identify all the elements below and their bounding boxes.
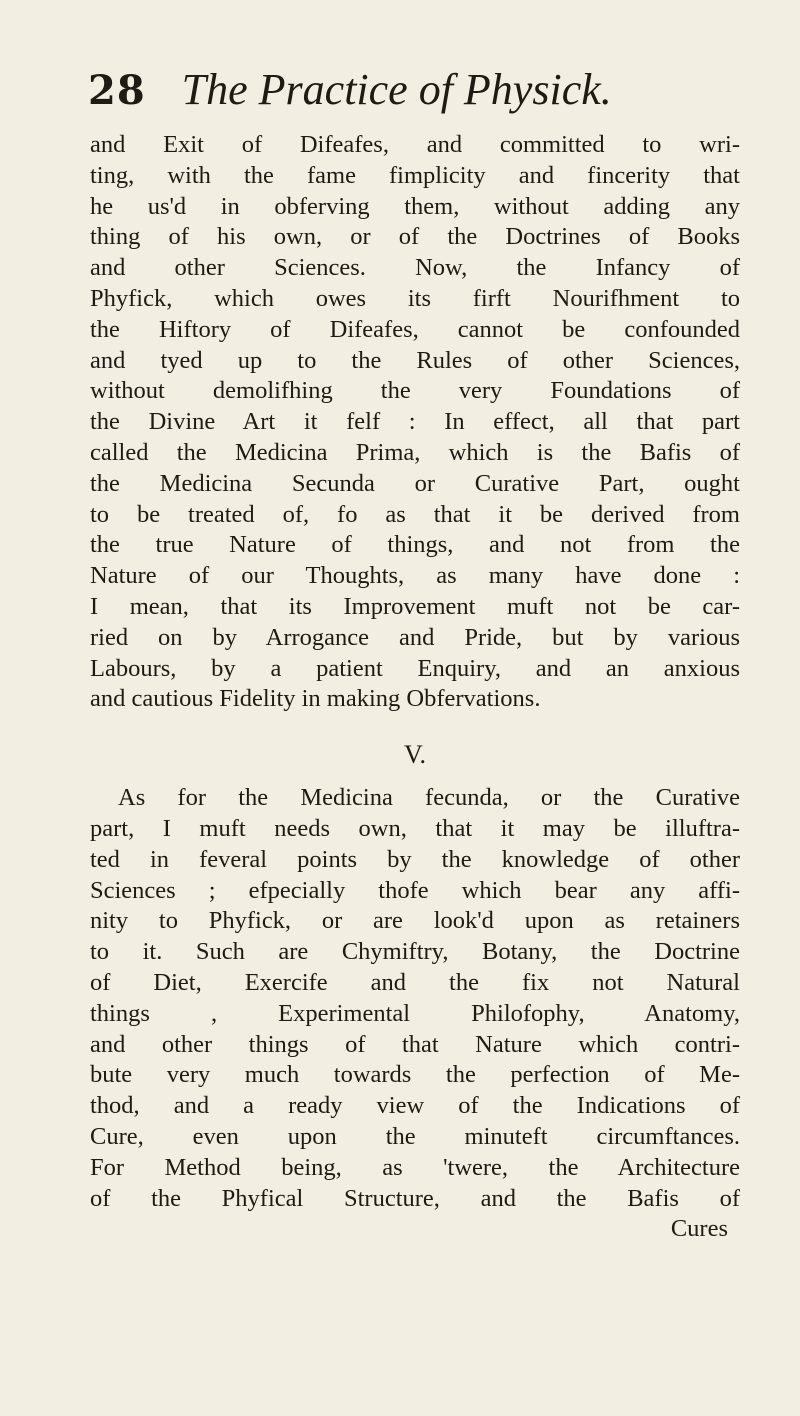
text-line: ried on by Arrogance and Pride, but by various xyxy=(90,623,740,651)
text-line: the true Nature of things, and not from the xyxy=(90,531,740,559)
text-line: ting, with the fame fimplicity and fincerity that xyxy=(90,161,740,189)
text-line: bute very much towards the perfection of Me- xyxy=(90,1061,740,1089)
text-line: of the Phyfical Structure, and the Bafis of xyxy=(90,1184,740,1212)
text-line: Labours, by a patient Enquiry, and an anxious xyxy=(90,654,740,682)
page-number: 28 xyxy=(88,67,146,114)
text-line: ted in feveral points by the knowledge of other xyxy=(90,845,740,873)
text-line: things , Experimental Philofophy, Anatomy, xyxy=(90,999,740,1027)
text-line: to be treated of, fo as that it be derived from xyxy=(90,500,740,528)
text-line: Cure, even upon the minuteft circumftances. xyxy=(90,1122,740,1150)
text-line: called the Medicina Prima, which is the Bafis of xyxy=(90,438,740,466)
paragraph-2 xyxy=(90,783,740,1245)
text-line: the Medicina Secunda or Curative Part, ought xyxy=(90,469,740,497)
text-line: and other things of that Nature which contri- xyxy=(90,1030,740,1058)
section-number: V. xyxy=(404,740,426,770)
text-line: the Hiftory of Difeafes, cannot be confounded xyxy=(90,315,740,343)
text-line: he us'd in obferving them, without adding any xyxy=(90,192,740,220)
text-line: I mean, that its Improvement muft not be car- xyxy=(90,592,740,620)
text-line: As for the Medicina fecunda, or the Curative xyxy=(118,784,740,812)
text-line: and other Sciences. Now, the Infancy of xyxy=(90,254,740,282)
text-line: thing of his own, or of the Doctrines of Books xyxy=(90,223,740,251)
paragraph-1 xyxy=(90,130,740,715)
text-line: For Method being, as 'twere, the Architecture xyxy=(90,1153,740,1181)
text-line: part, I muft needs own, that it may be illuftra- xyxy=(90,814,740,842)
text-line: without demolifhing the very Foundations of xyxy=(90,377,740,405)
body-text xyxy=(90,130,740,1245)
text-line: of Diet, Exercife and the fix not Natural xyxy=(90,968,740,996)
page-header xyxy=(88,64,728,128)
text-line: Nature of our Thoughts, as many have done : xyxy=(90,562,740,590)
catchword: Cures xyxy=(670,1215,728,1243)
text-line: the Divine Art it felf : In effect, all that part xyxy=(90,408,740,436)
text-line: to it. Such are Chymiftry, Botany, the Doctrine xyxy=(90,938,740,966)
text-line: and tyed up to the Rules of other Sciences, xyxy=(90,346,740,374)
text-line: thod, and a ready view of the Indications of xyxy=(90,1092,740,1120)
text-line: and cautious Fidelity in making Obfervations. xyxy=(90,685,541,713)
text-line: nity to Phyfick, or are look'd upon as retainers xyxy=(90,907,740,935)
text-line: and Exit of Difeafes, and committed to wri- xyxy=(90,131,740,158)
text-line: Phyfick, which owes its firft Nourifhment to xyxy=(90,284,740,312)
text-line: Sciences ; efpecially thofe which bear any affi- xyxy=(90,876,740,904)
running-title: The Practice of Physick. xyxy=(181,65,612,114)
